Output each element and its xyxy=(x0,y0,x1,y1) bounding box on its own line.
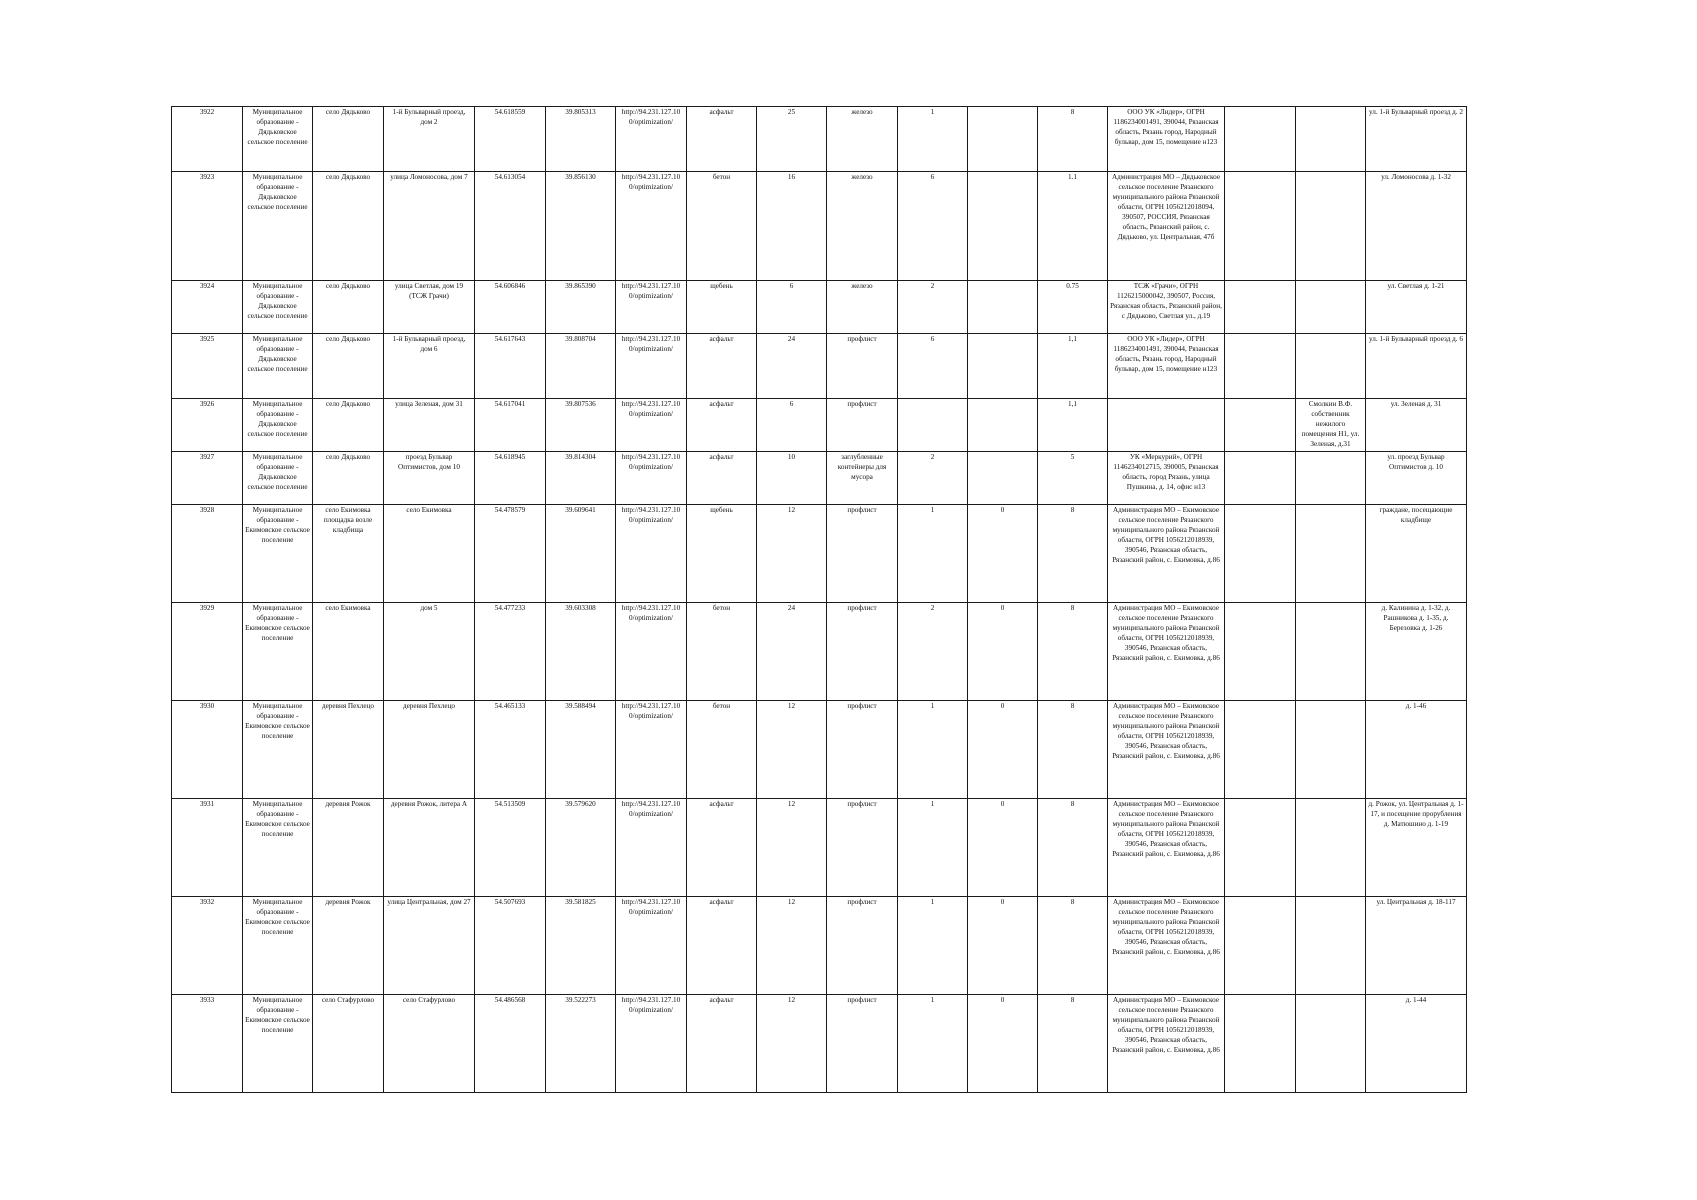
cell-owner-details xyxy=(1108,399,1225,452)
cell-row-number: 3923 xyxy=(172,172,243,281)
cell-fence-material: железо xyxy=(827,172,898,281)
cell-longitude: 39.807536 xyxy=(546,399,616,452)
cell-property-owner xyxy=(1296,995,1366,1093)
cell-container-volume: 8 xyxy=(1038,995,1108,1093)
cell-surface-type: асфальт xyxy=(687,452,757,505)
cell-container-count-extra: 0 xyxy=(968,799,1038,897)
cell-address: улица Центральная, дом 27 xyxy=(384,897,475,995)
table-row xyxy=(172,897,1467,995)
cell-container-volume: 8 xyxy=(1038,701,1108,799)
cell-municipality: Муниципальное образование - Екимовское сельское поселение xyxy=(243,603,313,701)
cell-container-count: 1 xyxy=(898,107,968,172)
cell-address: улица Ломоносова, дом 7 xyxy=(384,172,475,281)
cell-latitude: 54.606846 xyxy=(475,281,546,334)
cell-surface-type: бетон xyxy=(687,701,757,799)
cell-container-count-extra xyxy=(968,334,1038,399)
cell-fence-material: заглубленные контейнеры для мусора xyxy=(827,452,898,505)
cell-container-volume: 1,1 xyxy=(1038,334,1108,399)
cell-container-count: 1 xyxy=(898,701,968,799)
cell-property-owner xyxy=(1296,452,1366,505)
cell-served-addresses: ул. 1-й Бульварный проезд д. 6 xyxy=(1366,334,1467,399)
cell-container-count: 6 xyxy=(898,334,968,399)
cell-container-volume: 8 xyxy=(1038,799,1108,897)
cell-owner-details: Администрация МО – Дядьковское сельское поселение Рязанского муниципального района Рязанской области, ОГРН 1056212018094, 390507, РОССИЯ, Рязанская область, Рязанский район, с. Дядьково, ул. Центральная, 47б xyxy=(1108,172,1225,281)
cell-map-link: http://94.231.127.10 0/optimization/ xyxy=(616,701,687,799)
cell-cell-empty xyxy=(1225,799,1296,897)
cell-latitude: 54.507693 xyxy=(475,897,546,995)
cell-surface-type: щебень xyxy=(687,505,757,603)
table-row xyxy=(172,701,1467,799)
cell-fence-material: железо xyxy=(827,281,898,334)
cell-property-owner xyxy=(1296,799,1366,897)
cell-municipality: Муниципальное образование - Екимовское сельское поселение xyxy=(243,505,313,603)
cell-row-number: 3928 xyxy=(172,505,243,603)
cell-container-count-extra: 0 xyxy=(968,603,1038,701)
cell-cell-empty xyxy=(1225,897,1296,995)
cell-municipality: Муниципальное образование - Дядьковское сельское поселение xyxy=(243,334,313,399)
cell-owner-details: Администрация МО – Екимовское сельское поселение Рязанского муниципального района Рязанской области, ОГРН 1056212018939, 390546, Рязанская область, Рязанский район, с. Екимовка, д.86 xyxy=(1108,701,1225,799)
cell-area: 6 xyxy=(757,281,827,334)
cell-cell-empty xyxy=(1225,701,1296,799)
cell-owner-details: ООО УК «Лидер», ОГРН 1186234001491, 390044, Рязанская область, Рязань город, Народный бульвар, дом 15, помещение н123 xyxy=(1108,107,1225,172)
cell-address: улица Зеленая, дом 31 xyxy=(384,399,475,452)
cell-surface-type: бетон xyxy=(687,603,757,701)
cell-settlement: деревня Рожок xyxy=(313,897,384,995)
cell-area: 12 xyxy=(757,897,827,995)
cell-area: 16 xyxy=(757,172,827,281)
table-row xyxy=(172,172,1467,281)
cell-longitude: 39.579620 xyxy=(546,799,616,897)
table-row xyxy=(172,107,1467,172)
cell-owner-details: Администрация МО – Екимовское сельское поселение Рязанского муниципального района Рязанской области, ОГРН 1056212018939, 390546, Рязанская область, Рязанский район, с. Екимовка, д.86 xyxy=(1108,505,1225,603)
cell-container-count-extra: 0 xyxy=(968,701,1038,799)
cell-longitude: 39.808704 xyxy=(546,334,616,399)
cell-settlement: село Дядьково xyxy=(313,452,384,505)
cell-fence-material: профлист xyxy=(827,505,898,603)
table-row xyxy=(172,799,1467,897)
cell-address: село Стафурлово xyxy=(384,995,475,1093)
cell-property-owner xyxy=(1296,281,1366,334)
cell-property-owner xyxy=(1296,603,1366,701)
cell-map-link: http://94.231.127.10 0/optimization/ xyxy=(616,334,687,399)
cell-served-addresses: ул. 1-й Бульварный проезд д. 2 xyxy=(1366,107,1467,172)
cell-owner-details: ТСЖ «Грачи», ОГРН 1126215000042, 390507, Россия, Рязанская область, Рязанский район, с Дядьково, Светлая ул., д.19 xyxy=(1108,281,1225,334)
cell-municipality: Муниципальное образование - Екимовское сельское поселение xyxy=(243,799,313,897)
cell-longitude: 39.814304 xyxy=(546,452,616,505)
cell-municipality: Муниципальное образование - Екимовское сельское поселение xyxy=(243,897,313,995)
cell-fence-material: профлист xyxy=(827,701,898,799)
cell-container-volume: 8 xyxy=(1038,603,1108,701)
cell-cell-empty xyxy=(1225,281,1296,334)
cell-container-count-extra xyxy=(968,399,1038,452)
cell-latitude: 54.513509 xyxy=(475,799,546,897)
cell-latitude: 54.486568 xyxy=(475,995,546,1093)
cell-cell-empty xyxy=(1225,107,1296,172)
cell-map-link: http://94.231.127.10 0/optimization/ xyxy=(616,799,687,897)
cell-container-count-extra xyxy=(968,107,1038,172)
cell-latitude: 54.465133 xyxy=(475,701,546,799)
cell-container-volume: 8 xyxy=(1038,505,1108,603)
cell-container-count: 6 xyxy=(898,172,968,281)
cell-address: дом 5 xyxy=(384,603,475,701)
cell-surface-type: асфальт xyxy=(687,399,757,452)
cell-municipality: Муниципальное образование - Дядьковское сельское поселение xyxy=(243,281,313,334)
cell-map-link: http://94.231.127.10 0/optimization/ xyxy=(616,452,687,505)
cell-address: деревня Пехлецо xyxy=(384,701,475,799)
cell-municipality: Муниципальное образование - Дядьковское сельское поселение xyxy=(243,107,313,172)
cell-served-addresses: ул. проезд Бульвар Оптимистов д. 10 xyxy=(1366,452,1467,505)
cell-row-number: 3933 xyxy=(172,995,243,1093)
cell-settlement: село Екимовка площадка возле кладбища xyxy=(313,505,384,603)
cell-map-link: http://94.231.127.10 0/optimization/ xyxy=(616,505,687,603)
cell-longitude: 39.865390 xyxy=(546,281,616,334)
cell-longitude: 39.603308 xyxy=(546,603,616,701)
cell-map-link: http://94.231.127.10 0/optimization/ xyxy=(616,995,687,1093)
cell-map-link: http://94.231.127.10 0/optimization/ xyxy=(616,603,687,701)
table-row xyxy=(172,505,1467,603)
cell-surface-type: бетон xyxy=(687,172,757,281)
cell-container-volume: 1,1 xyxy=(1038,399,1108,452)
cell-surface-type: асфальт xyxy=(687,799,757,897)
cell-longitude: 39.805313 xyxy=(546,107,616,172)
cell-address: 1-й Бульварный проезд, дом 6 xyxy=(384,334,475,399)
cell-fence-material: профлист xyxy=(827,799,898,897)
cell-property-owner xyxy=(1296,334,1366,399)
cell-settlement: село Стафурлово xyxy=(313,995,384,1093)
cell-served-addresses: д. Калинина д. 1-32, д. Рашникова д. 1-35, д. Березовка д. 1-26 xyxy=(1366,603,1467,701)
cell-row-number: 3925 xyxy=(172,334,243,399)
cell-cell-empty xyxy=(1225,334,1296,399)
cell-longitude: 39.856130 xyxy=(546,172,616,281)
cell-area: 12 xyxy=(757,995,827,1093)
cell-latitude: 54.477233 xyxy=(475,603,546,701)
cell-property-owner xyxy=(1296,107,1366,172)
cell-area: 24 xyxy=(757,603,827,701)
cell-map-link: http://94.231.127.10 0/optimization/ xyxy=(616,897,687,995)
cell-surface-type: асфальт xyxy=(687,995,757,1093)
cell-area: 6 xyxy=(757,399,827,452)
cell-container-volume: 5 xyxy=(1038,452,1108,505)
cell-municipality: Муниципальное образование - Дядьковское сельское поселение xyxy=(243,452,313,505)
cell-fence-material: профлист xyxy=(827,399,898,452)
cell-owner-details: Администрация МО – Екимовское сельское поселение Рязанского муниципального района Рязанской области, ОГРН 1056212018939, 390546, Рязанская область, Рязанский район, с. Екимовка, д.86 xyxy=(1108,995,1225,1093)
cell-surface-type: асфальт xyxy=(687,107,757,172)
cell-address: улица Светлая, дом 19 (ТСЖ Грачи) xyxy=(384,281,475,334)
cell-container-volume: 1.1 xyxy=(1038,172,1108,281)
cell-fence-material: профлист xyxy=(827,897,898,995)
cell-container-count-extra xyxy=(968,281,1038,334)
cell-settlement: деревня Пехлецо xyxy=(313,701,384,799)
table-row xyxy=(172,603,1467,701)
cell-settlement: деревня Рожок xyxy=(313,799,384,897)
cell-settlement: село Дядьково xyxy=(313,399,384,452)
cell-cell-empty xyxy=(1225,995,1296,1093)
cell-latitude: 54.613054 xyxy=(475,172,546,281)
cell-property-owner xyxy=(1296,897,1366,995)
cell-served-addresses: ул. Ломоносова д. 1-32 xyxy=(1366,172,1467,281)
cell-property-owner: Смолкин В.Ф. собственник нежилого помещения Н1, ул. Зеленая, д.31 xyxy=(1296,399,1366,452)
cell-cell-empty xyxy=(1225,505,1296,603)
cell-municipality: Муниципальное образование - Дядьковское сельское поселение xyxy=(243,172,313,281)
cell-served-addresses: д. 1-44 xyxy=(1366,995,1467,1093)
cell-owner-details: Администрация МО – Екимовское сельское поселение Рязанского муниципального района Рязанской области, ОГРН 1056212018939, 390546, Рязанская область, Рязанский район, с. Екимовка, д.86 xyxy=(1108,799,1225,897)
cell-served-addresses: д. 1-46 xyxy=(1366,701,1467,799)
cell-property-owner xyxy=(1296,701,1366,799)
cell-map-link: http://94.231.127.10 0/optimization/ xyxy=(616,172,687,281)
cell-served-addresses: ул. Зеленая д. 31 xyxy=(1366,399,1467,452)
cell-row-number: 3932 xyxy=(172,897,243,995)
registry-table xyxy=(171,106,1467,1093)
cell-settlement: село Дядьково xyxy=(313,107,384,172)
cell-container-count-extra xyxy=(968,172,1038,281)
cell-settlement: село Дядьково xyxy=(313,172,384,281)
cell-row-number: 3930 xyxy=(172,701,243,799)
cell-longitude: 39.581825 xyxy=(546,897,616,995)
cell-settlement: село Дядьково xyxy=(313,334,384,399)
cell-property-owner xyxy=(1296,172,1366,281)
table-row xyxy=(172,995,1467,1093)
cell-fence-material: профлист xyxy=(827,995,898,1093)
cell-container-count-extra xyxy=(968,452,1038,505)
cell-latitude: 54.617643 xyxy=(475,334,546,399)
cell-map-link: http://94.231.127.10 0/optimization/ xyxy=(616,399,687,452)
cell-served-addresses: ул. Центральная д. 18-117 xyxy=(1366,897,1467,995)
table-row xyxy=(172,399,1467,452)
cell-fence-material: железо xyxy=(827,107,898,172)
cell-container-count: 2 xyxy=(898,603,968,701)
cell-fence-material: профлист xyxy=(827,334,898,399)
cell-longitude: 39.522273 xyxy=(546,995,616,1093)
cell-container-count-extra: 0 xyxy=(968,995,1038,1093)
cell-container-count: 1 xyxy=(898,505,968,603)
cell-area: 12 xyxy=(757,701,827,799)
cell-owner-details: УК «Меркурий», ОГРН 1146234012715, 390005, Рязанская область, город Рязань, улица Пушкина, д. 14, офис н13 xyxy=(1108,452,1225,505)
cell-surface-type: асфальт xyxy=(687,334,757,399)
cell-cell-empty xyxy=(1225,172,1296,281)
cell-area: 10 xyxy=(757,452,827,505)
cell-owner-details: Администрация МО – Екимовское сельское поселение Рязанского муниципального района Рязанской области, ОГРН 1056212018939, 390546, Рязанская область, Рязанский район, с. Екимовка, д.86 xyxy=(1108,897,1225,995)
cell-container-count-extra: 0 xyxy=(968,897,1038,995)
cell-served-addresses: граждане, посещающие кладбище xyxy=(1366,505,1467,603)
cell-map-link: http://94.231.127.10 0/optimization/ xyxy=(616,281,687,334)
cell-served-addresses: д. Рожок, ул. Центральная д. 1-17, и посещение прорубления д. Матюшино д. 1-19 xyxy=(1366,799,1467,897)
cell-cell-empty xyxy=(1225,452,1296,505)
cell-property-owner xyxy=(1296,505,1366,603)
cell-area: 12 xyxy=(757,799,827,897)
cell-settlement: село Екимовка xyxy=(313,603,384,701)
cell-address: село Екимовка xyxy=(384,505,475,603)
cell-address: деревня Рожок, литера А xyxy=(384,799,475,897)
cell-area: 12 xyxy=(757,505,827,603)
cell-latitude: 54.618945 xyxy=(475,452,546,505)
cell-row-number: 3929 xyxy=(172,603,243,701)
table-row xyxy=(172,281,1467,334)
table-row xyxy=(172,452,1467,505)
cell-container-count-extra: 0 xyxy=(968,505,1038,603)
cell-container-count: 1 xyxy=(898,897,968,995)
cell-owner-details: ООО УК «Лидер», ОГРН 1186234001491, 390044, Рязанская область, Рязань город, Народный бульвар, дом 15, помещение н123 xyxy=(1108,334,1225,399)
cell-container-count: 2 xyxy=(898,281,968,334)
cell-longitude: 39.609641 xyxy=(546,505,616,603)
cell-container-volume: 8 xyxy=(1038,107,1108,172)
cell-latitude: 54.617041 xyxy=(475,399,546,452)
cell-cell-empty xyxy=(1225,399,1296,452)
cell-row-number: 3927 xyxy=(172,452,243,505)
cell-area: 25 xyxy=(757,107,827,172)
cell-cell-empty xyxy=(1225,603,1296,701)
cell-owner-details: Администрация МО – Екимовское сельское поселение Рязанского муниципального района Рязанской области, ОГРН 1056212018939, 390546, Рязанская область, Рязанский район, с. Екимовка, д.86 xyxy=(1108,603,1225,701)
cell-latitude: 54.618559 xyxy=(475,107,546,172)
table-body xyxy=(172,107,1467,1093)
cell-municipality: Муниципальное образование - Екимовское сельское поселение xyxy=(243,701,313,799)
cell-container-count: 1 xyxy=(898,799,968,897)
cell-surface-type: асфальт xyxy=(687,897,757,995)
cell-address: 1-й Бульварный проезд, дом 2 xyxy=(384,107,475,172)
cell-latitude: 54.478579 xyxy=(475,505,546,603)
cell-municipality: Муниципальное образование - Екимовское сельское поселение xyxy=(243,995,313,1093)
cell-fence-material: профлист xyxy=(827,603,898,701)
cell-row-number: 3924 xyxy=(172,281,243,334)
cell-row-number: 3931 xyxy=(172,799,243,897)
cell-area: 24 xyxy=(757,334,827,399)
cell-container-count xyxy=(898,399,968,452)
cell-container-volume: 0.75 xyxy=(1038,281,1108,334)
table-row xyxy=(172,334,1467,399)
cell-served-addresses: ул. Светлая д. 1-21 xyxy=(1366,281,1467,334)
cell-container-count: 2 xyxy=(898,452,968,505)
cell-surface-type: щебень xyxy=(687,281,757,334)
cell-address: проезд Бульвар Оптимистов, дом 10 xyxy=(384,452,475,505)
cell-map-link: http://94.231.127.10 0/optimization/ xyxy=(616,107,687,172)
cell-municipality: Муниципальное образование - Дядьковское сельское поселение xyxy=(243,399,313,452)
cell-row-number: 3922 xyxy=(172,107,243,172)
cell-container-volume: 8 xyxy=(1038,897,1108,995)
cell-row-number: 3926 xyxy=(172,399,243,452)
cell-container-count: 1 xyxy=(898,995,968,1093)
cell-longitude: 39.588494 xyxy=(546,701,616,799)
cell-settlement: село Дядьково xyxy=(313,281,384,334)
